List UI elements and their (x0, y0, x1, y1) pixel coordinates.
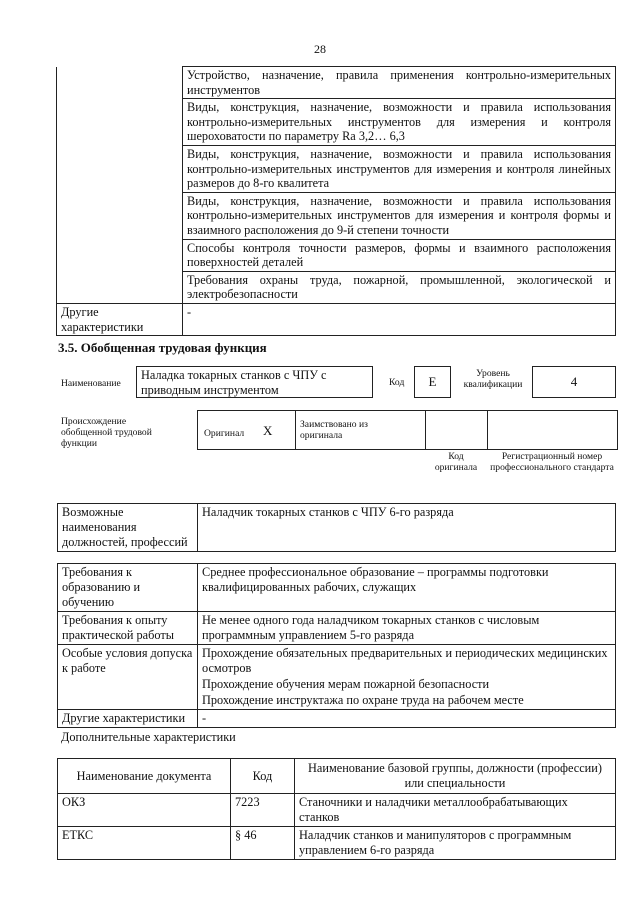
requirements-table (57, 563, 616, 728)
education-value: Среднее профессиональное образование – программы подготовки квалифицированных рабочих, служащих (198, 564, 616, 612)
name-label: Наименование (61, 378, 121, 389)
origin-label: Происхождение обобщенной трудовой функции (61, 416, 152, 449)
original-label: Оригинал (204, 428, 245, 439)
code-value: E (414, 366, 451, 398)
level-value: 4 (532, 366, 616, 398)
header-name: Наименование базовой группы, должности (профессии) или специальности (295, 759, 616, 794)
additional-title: Дополнительные характеристики (61, 730, 236, 744)
condition-item: Прохождение обучения мерам пожарной безопасности (198, 677, 616, 693)
other-characteristics-label: Другие характеристики (57, 303, 183, 335)
requirements-other-label: Другие характеристики (58, 710, 198, 728)
original-mark: X (263, 423, 273, 438)
additional-table (57, 758, 616, 860)
table-row (58, 827, 616, 860)
name-cell: Станочники и наладчики металлообрабатывающих станков (295, 794, 616, 827)
positions-label: Возможные наименования должностей, профессий (58, 504, 198, 552)
knowledge-item: Устройство, назначение, правила применения контрольно-измерительных инструментов (183, 67, 616, 99)
knowledge-item: Требования охраны труда, пожарной, промышленной, экологической и электробезопасности (183, 271, 616, 303)
requirements-other-value: - (198, 710, 616, 728)
doc-cell: ЕТКС (58, 827, 231, 860)
positions-table (57, 503, 616, 552)
header-document: Наименование документа (58, 759, 231, 794)
knowledge-table (56, 66, 616, 336)
knowledge-label-cell (57, 67, 183, 304)
code-cell: 7223 (231, 794, 295, 827)
reg-number-label: Регистрационный номер профессионального стандарта (490, 451, 614, 473)
education-label: Требования к образованию и обучению (58, 564, 198, 612)
other-characteristics-value: - (183, 303, 616, 335)
knowledge-item: Виды, конструкция, назначение, возможности и правила использования контрольно-измерительных инструментов для измерения и контроля линейных размеров до 8-го квалитета (183, 145, 616, 192)
conditions-label: Особые условия допуска к работе (58, 645, 198, 710)
condition-item: Прохождение инструктажа по охране труда на рабочем месте (198, 693, 616, 710)
level-label: Уровень квалификации (463, 368, 523, 390)
table-row (58, 794, 616, 827)
condition-item: Прохождение обязательных предварительных и периодических медицинских осмотров (198, 645, 616, 678)
page-number: 28 (314, 42, 326, 56)
experience-label: Требования к опыту практической работы (58, 612, 198, 645)
positions-value: Наладчик токарных станков с ЧПУ 6-го разряда (198, 504, 616, 552)
name-cell: Наладчик станков и манипуляторов с программным управлением 6-го разряда (295, 827, 616, 860)
code-cell: § 46 (231, 827, 295, 860)
knowledge-item: Виды, конструкция, назначение, возможности и правила использования контрольно-измерительных инструментов для измерения и контроля шероховатости по параметру Ra 3,2… 6,3 (183, 99, 616, 146)
experience-value: Не менее одного года наладчиком токарных станков с числовым программным управлением 5-го разряда (198, 612, 616, 645)
header-code: Код (231, 759, 295, 794)
borrowed-label: Заимствовано из оригинала (300, 419, 368, 441)
doc-cell: ОКЗ (58, 794, 231, 827)
code-original-label: Код оригинала (434, 451, 478, 473)
section-title: 3.5. Обобщенная трудовая функция (58, 340, 267, 355)
knowledge-item: Способы контроля точности размеров, формы и взаимного расположения поверхностей деталей (183, 239, 616, 271)
code-label: Код (389, 377, 405, 388)
knowledge-item: Виды, конструкция, назначение, возможности и правила использования контрольно-измерительных инструментов для измерения и контроля формы и взаимного расположения до 9-й степени точности (183, 192, 616, 239)
function-name-value: Наладка токарных станков с ЧПУ с приводным инструментом (136, 366, 373, 398)
